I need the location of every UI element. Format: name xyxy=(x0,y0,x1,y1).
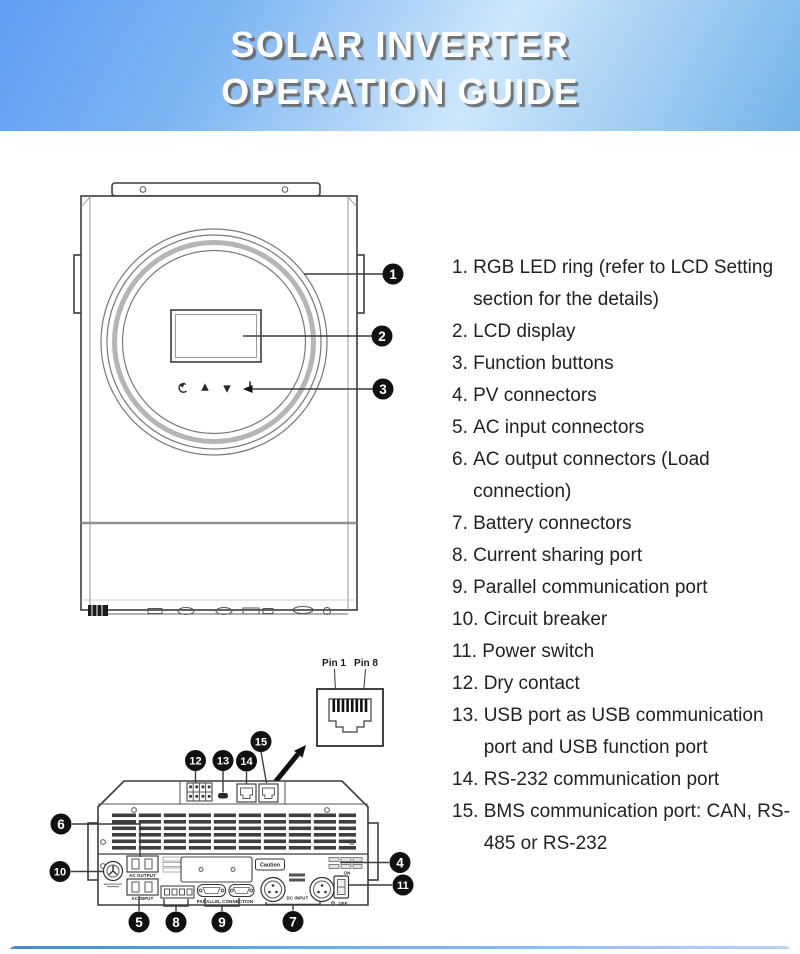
callout-2-number: 2 xyxy=(378,328,386,344)
legend-item-text: BMS communication port: CAN, RS-485 or RS-232 xyxy=(483,801,790,854)
callout-14-number: 14 xyxy=(240,756,253,768)
legend-item xyxy=(452,252,794,316)
legend-item-text: USB port as USB communication port and USB function port xyxy=(483,705,764,758)
legend-item xyxy=(452,668,794,700)
callout-3-number: 3 xyxy=(379,381,387,397)
caution-label: Caution xyxy=(259,862,281,869)
footer-bar xyxy=(8,946,792,954)
callout-9-number: 9 xyxy=(218,914,226,930)
legend-item xyxy=(452,764,794,796)
callout-13-number: 13 xyxy=(216,755,230,768)
front-view-diagram xyxy=(74,183,404,616)
legend-item-number: 4. xyxy=(452,385,474,406)
legend-item xyxy=(452,700,794,764)
legend-item-number: 11. xyxy=(452,641,483,662)
bms-port xyxy=(259,784,278,802)
legend-item-text: LCD display xyxy=(473,321,576,342)
legend-item-number: 13. xyxy=(452,705,484,726)
callout-7-number: 7 xyxy=(289,914,297,930)
bottom-view-diagram xyxy=(50,731,414,933)
on-label: ON xyxy=(343,870,351,876)
legend-list xyxy=(452,252,794,860)
rj45-detail-box xyxy=(317,689,383,746)
legend-item xyxy=(452,636,794,668)
callout-6-number: 6 xyxy=(57,816,65,832)
legend-item-number: 15. xyxy=(452,801,484,822)
legend-item xyxy=(452,316,794,348)
legend-item xyxy=(452,540,794,572)
rj45-pin-detail xyxy=(272,658,383,786)
callout-15-line xyxy=(261,752,267,783)
pin8-label: Pin 8 xyxy=(354,658,378,669)
usb-port xyxy=(218,793,228,799)
legend-item-number: 7. xyxy=(452,513,474,534)
legend-item-text: Current sharing port xyxy=(473,545,643,566)
callout-4-number: 4 xyxy=(396,855,404,871)
legend-item-text: RGB LED ring (refer to LCD Setting section for the details) xyxy=(473,257,774,310)
legend-item xyxy=(452,348,794,380)
legend-item xyxy=(452,380,794,412)
legend-item-number: 3. xyxy=(452,353,474,374)
callout-1-number: 1 xyxy=(389,266,397,282)
legend-item-text: Power switch xyxy=(482,641,595,662)
rs232-port xyxy=(237,784,256,802)
legend-item-text: Dry contact xyxy=(483,673,580,694)
legend-item xyxy=(452,604,794,636)
legend-item-text: RS-232 communication port xyxy=(483,769,720,790)
legend-item xyxy=(452,444,794,508)
page-title-line1: SOLAR INVERTER xyxy=(230,24,570,65)
legend-item-text: AC input connectors xyxy=(473,417,645,438)
ac-input-label: AC INPUT xyxy=(131,896,154,901)
legend-item-number: 10. xyxy=(452,609,484,630)
ac-output-label: AC OUTPUT xyxy=(129,873,156,878)
legend-item-text: Battery connectors xyxy=(473,513,632,534)
footer-gradient-line xyxy=(8,946,792,949)
legend-item-number: 5. xyxy=(452,417,474,438)
off-label: OFF xyxy=(338,901,348,906)
legend-item-number: 12. xyxy=(452,673,484,694)
mounting-bracket xyxy=(112,183,320,196)
legend-item-number: 8. xyxy=(452,545,474,566)
current-sharing-port xyxy=(161,886,194,898)
callout-12-number: 12 xyxy=(189,755,202,768)
legend-item xyxy=(452,508,794,540)
dc-input-label: DC INPUT xyxy=(286,895,309,901)
legend-item-number: 6. xyxy=(452,449,474,470)
pin1-label: Pin 1 xyxy=(322,658,346,669)
callout-5-number: 5 xyxy=(135,914,143,930)
parallel-connection-label: PARALLEL CONNECTION xyxy=(196,899,254,904)
legend-item-number: 14. xyxy=(452,769,484,790)
dry-contact-terminal xyxy=(187,783,212,801)
legend-item-number: 1. xyxy=(452,257,474,278)
legend-item-number: 9. xyxy=(452,577,474,598)
legend-item-text: AC output connectors (Load connection) xyxy=(473,449,710,502)
callout-10-number: 10 xyxy=(53,866,67,879)
legend-item-text: Parallel communication port xyxy=(473,577,708,598)
callout-15-number: 15 xyxy=(254,736,268,749)
front-body xyxy=(81,196,357,610)
legend-item-number: 2. xyxy=(452,321,474,342)
legend-item xyxy=(452,796,794,860)
legend-item-text: Circuit breaker xyxy=(483,609,608,630)
page-title-line2: OPERATION GUIDE xyxy=(221,71,579,112)
legend-item xyxy=(452,412,794,444)
ac-input-connector xyxy=(127,879,158,895)
legend-item-text: PV connectors xyxy=(473,385,597,406)
callout-8-number: 8 xyxy=(172,914,180,930)
ac-output-connector xyxy=(127,856,158,872)
callout-11-number: 11 xyxy=(397,880,409,892)
legend-item-text: Function buttons xyxy=(473,353,614,374)
legend-item xyxy=(452,572,794,604)
cover-plate xyxy=(181,857,252,882)
